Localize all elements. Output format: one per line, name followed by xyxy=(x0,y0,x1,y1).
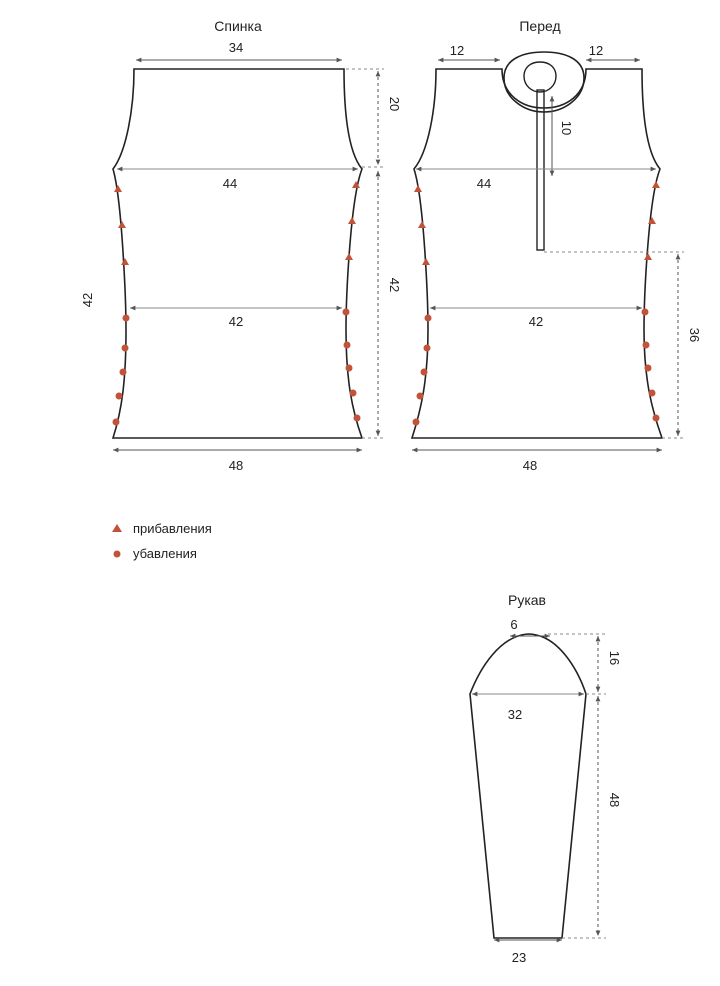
sleeve-length-label: 48 xyxy=(607,792,622,808)
legend xyxy=(112,521,212,561)
back-increase-marker xyxy=(348,217,356,224)
front-collar-inner xyxy=(524,62,556,92)
sleeve-piece xyxy=(470,592,622,965)
front-side-height-label: 36 xyxy=(687,327,702,343)
back-increase-marker xyxy=(121,258,129,265)
sleeve-title: Рукав xyxy=(508,592,546,608)
front-increase-marker xyxy=(652,181,660,188)
back-increase-marker xyxy=(114,185,122,192)
back-piece xyxy=(80,18,402,473)
front-decrease-marker xyxy=(653,415,660,422)
circle-marker-icon xyxy=(114,551,121,558)
back-armhole-depth-label: 20 xyxy=(387,96,402,112)
back-decrease-marker xyxy=(344,342,351,349)
front-slit-length-label: 10 xyxy=(559,120,574,136)
legend-increase-label: прибавления xyxy=(133,521,212,536)
sleeve-cap-top-label: 6 xyxy=(510,617,518,632)
back-increase-marker xyxy=(118,221,126,228)
back-decrease-marker xyxy=(346,365,353,372)
sleeve-cap-height-label: 16 xyxy=(607,650,622,666)
front-decrease-marker xyxy=(649,390,656,397)
back-title: Спинка xyxy=(214,18,262,34)
front-decrease-marker xyxy=(645,365,652,372)
back-increase-marker xyxy=(345,253,353,260)
sleeve-upper-width-label: 32 xyxy=(507,707,523,722)
legend-decrease-label: убавления xyxy=(133,546,197,561)
front-decrease-marker xyxy=(424,345,431,352)
front-neck-slit xyxy=(537,90,544,250)
front-decrease-marker xyxy=(421,369,428,376)
back-waist-width-label: 42 xyxy=(228,314,244,329)
back-chest-width-label: 44 xyxy=(222,176,238,191)
back-decrease-marker xyxy=(120,369,127,376)
front-chest-width-label: 44 xyxy=(476,176,492,191)
triangle-marker-icon xyxy=(112,524,122,532)
front-decrease-marker xyxy=(425,315,432,322)
front-increase-marker xyxy=(644,253,652,260)
front-decrease-marker xyxy=(417,393,424,400)
front-title: Перед xyxy=(519,18,561,34)
back-decrease-marker xyxy=(122,345,129,352)
front-decrease-marker xyxy=(643,342,650,349)
front-left-shoulder-label: 12 xyxy=(449,43,465,58)
front-decrease-marker xyxy=(642,309,649,316)
front-piece xyxy=(412,18,702,473)
back-decrease-marker xyxy=(123,315,130,322)
back-decrease-marker xyxy=(354,415,361,422)
back-outline xyxy=(113,69,362,438)
back-decrease-marker xyxy=(113,419,120,426)
sleeve-outline xyxy=(470,634,586,938)
back-top-width-label: 34 xyxy=(228,40,244,55)
back-decrease-marker xyxy=(116,393,123,400)
front-increase-marker xyxy=(418,221,426,228)
front-right-shoulder-label: 12 xyxy=(588,43,604,58)
sleeve-cuff-width-label: 23 xyxy=(511,950,527,965)
back-side-length-label: 42 xyxy=(80,292,95,308)
back-hem-width-label: 48 xyxy=(228,458,244,473)
front-increase-marker xyxy=(414,185,422,192)
front-increase-marker xyxy=(422,258,430,265)
back-decrease-marker xyxy=(350,390,357,397)
front-hem-width-label: 48 xyxy=(522,458,538,473)
back-side-height-label: 42 xyxy=(387,277,402,293)
front-waist-width-label: 42 xyxy=(528,314,544,329)
front-increase-marker xyxy=(648,217,656,224)
front-decrease-marker xyxy=(413,419,420,426)
back-decrease-marker xyxy=(343,309,350,316)
